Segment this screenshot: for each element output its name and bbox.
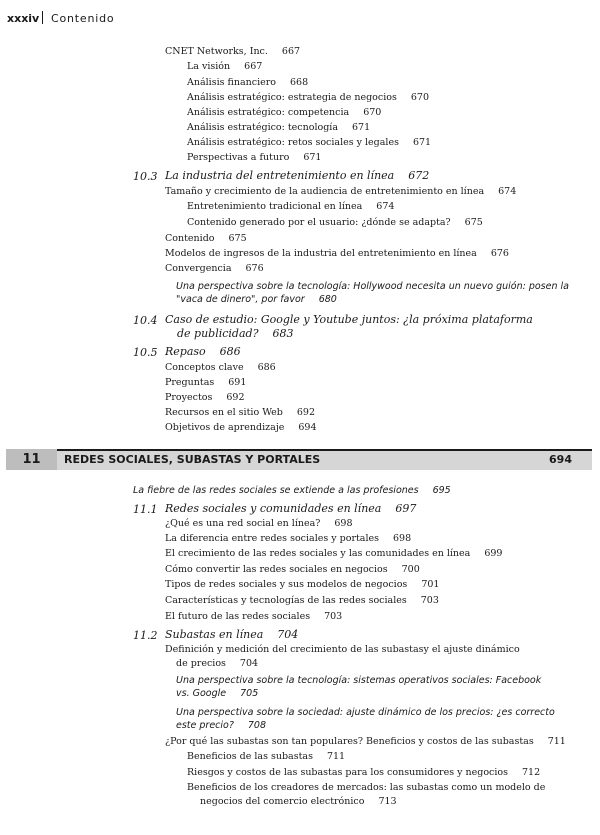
toc-entry: Beneficios de los creadores de mercados: las subastas como un modelo de	[187, 782, 546, 793]
section-title: Subastas en línea 704	[165, 628, 299, 641]
toc-entry: Tamaño y crecimiento de la audiencia de entretenimiento en línea 674	[165, 186, 517, 197]
toc-entry: Beneficios de las subastas 711	[187, 751, 346, 762]
toc-entry: CNET Networks, Inc. 667	[165, 46, 301, 57]
header-divider	[42, 11, 43, 24]
toc-entry: Tipos de redes sociales y sus modelos de negocios 701	[165, 579, 440, 590]
section-title: La industria del entretenimiento en línea 672	[165, 169, 430, 182]
toc-entry: La diferencia entre redes sociales y portales 698	[165, 533, 412, 544]
chapter-title: REDES SOCIALES, SUBASTAS Y PORTALES	[64, 453, 321, 466]
toc-entry: Proyectos 692	[165, 392, 245, 403]
section-number: 11.1	[133, 503, 158, 516]
section-title: Repaso 686	[165, 345, 241, 358]
toc-entry: Contenido generado por el usuario: ¿dónde se adapta? 675	[187, 217, 483, 228]
section-title: Caso de estudio: Google y Youtube juntos: ¿la próxima plataforma	[165, 313, 533, 326]
toc-entry: Análisis estratégico: competencia 670	[187, 107, 382, 118]
section-number: 10.5	[133, 346, 158, 359]
perspective-entry: Una perspectiva sobre la tecnología: Hollywood necesita un nuevo guión: posen la "vaca de dinero", por favor 680	[176, 281, 569, 305]
toc-entry: La visión 667	[187, 61, 263, 72]
chapter-page: 694	[549, 453, 572, 466]
toc-entry: Recursos en el sitio Web 692	[165, 407, 316, 418]
chapter-number: 11	[6, 449, 57, 470]
toc-entry: Análisis estratégico: retos sociales y legales 671	[187, 137, 432, 148]
toc-entry: Convergencia 676	[165, 263, 264, 274]
toc-entry: Conceptos clave 686	[165, 362, 276, 373]
section-number: 10.3	[133, 170, 158, 183]
toc-entry: Análisis estratégico: tecnología 671	[187, 122, 371, 133]
toc-entry: El crecimiento de las redes sociales y las comunidades en línea 699	[165, 548, 503, 559]
toc-entry: Objetivos de aprendizaje 694	[165, 422, 317, 433]
toc-entry: ¿Qué es una red social en línea? 698	[165, 518, 353, 529]
toc-entry: Características y tecnologías de las redes sociales 703	[165, 595, 439, 606]
toc-entry: Contenido 675	[165, 233, 247, 244]
toc-entry-cont: de precios 704	[176, 658, 259, 669]
opening-case: La fiebre de las redes sociales se extiende a las profesiones 695	[133, 485, 451, 496]
section-title: Redes sociales y comunidades en línea 697	[165, 502, 417, 515]
toc-entry-cont: negocios del comercio electrónico 713	[200, 796, 397, 807]
toc-entry: Definición y medición del crecimiento de las subastasy el ajuste dinámico	[165, 644, 520, 655]
section-number: 10.4	[133, 314, 158, 327]
toc-entry: Análisis estratégico: estrategia de negocios 670	[187, 92, 429, 103]
section-title-cont: de publicidad? 683	[177, 327, 294, 340]
toc-entry: El futuro de las redes sociales 703	[165, 611, 343, 622]
toc-entry: ¿Por qué las subastas son tan populares? Beneficios y costos de las subastas 711	[165, 736, 566, 747]
toc-entry: Preguntas 691	[165, 377, 247, 388]
page-number: xxxiv	[7, 12, 40, 25]
toc-entry: Análisis financiero 668	[187, 77, 309, 88]
perspective-entry: Una perspectiva sobre la sociedad: ajuste dinámico de los precios: ¿es correcto este precio? 708	[176, 707, 555, 731]
perspective-entry: Una perspectiva sobre la tecnología: sistemas operativos sociales: Facebook vs. Google 705	[176, 675, 542, 699]
toc-entry: Riesgos y costos de las subastas para los consumidores y negocios 712	[187, 767, 541, 778]
toc-entry: Cómo convertir las redes sociales en negocios 700	[165, 564, 420, 575]
toc-entry: Perspectivas a futuro 671	[187, 152, 322, 163]
toc-entry: Entretenimiento tradicional en línea 674	[187, 201, 395, 212]
running-header-title: Contenido	[51, 12, 115, 25]
toc-entry: Modelos de ingresos de la industria del entretenimiento en línea 676	[165, 248, 509, 259]
section-number: 11.2	[133, 629, 158, 642]
